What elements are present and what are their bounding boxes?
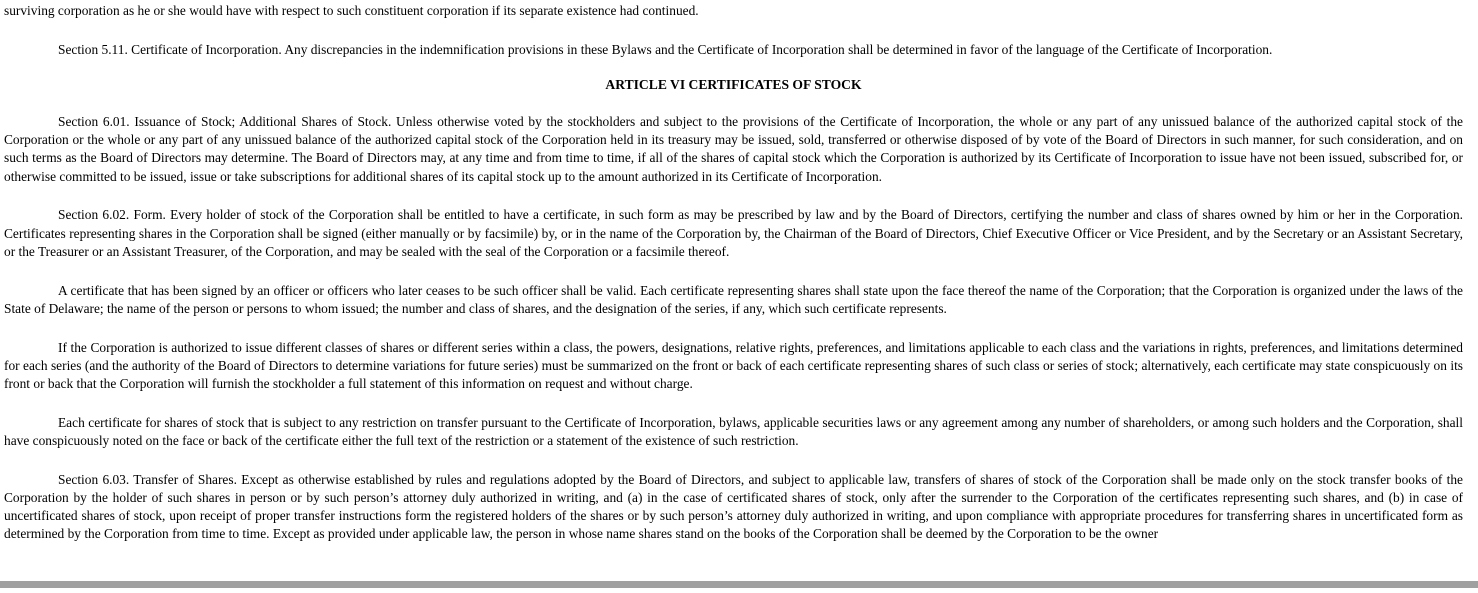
- article-heading: ARTICLE VI CERTIFICATES OF STOCK: [605, 77, 862, 92]
- paragraph-classes-of-shares: If the Corporation is authorized to issue different classes of shares or different series within a class, the powers, designations, relative rights, preferences, and limitations applicable to each class and the variations in rights, preferences, and limitations determined for each series (and the authority of the Board of Directors to determine variations for future series) must be summarized on the front or back of each certificate representing shares of such class or series of stock; alternatively, each certificate may state conspicuously on its front or back that the Corporation will furnish the stockholder a full statement of this information on request and without charge.: [4, 339, 1463, 392]
- document-body: [4, 2, 1463, 544]
- paragraph-continuation: surviving corporation as he or she would have with respect to such constituent corporation if its separate existence had continued.: [4, 3, 699, 18]
- paragraph-section-5-11: Section 5.11. Certificate of Incorporation. Any discrepancies in the indemnification provisions in these Bylaws and the Certificate of Incorporation shall be determined in favor of the language of the Certificate of Incorporation.: [58, 41, 1273, 57]
- paragraph-section-6-02: Section 6.02. Form. Every holder of stock of the Corporation shall be entitled to have a certificate, in such form as may be prescribed by law and by the Board of Directors, certifying the number and class of shares owned by him or her in the Corporation. Certificates representing shares in the Corporation shall be signed (either manually or by facsimile) by, or in the name of the Corporation by, the Chairman of the Board of Directors, Chief Executive Officer or Vice President, and by the Secretary or an Assistant Secretary, or the Treasurer or an Assistant Treasurer, of the Corporation, and may be sealed with the seal of the Corporation or a facsimile thereof.: [4, 207, 1463, 259]
- paragraph-section-6-03: Section 6.03. Transfer of Shares. Except as otherwise established by rules and regulations adopted by the Board of Directors, and subject to applicable law, transfers of shares of stock of the Corporation shall be made only on the stock transfer books of the Corporation by the holder of such shares in person or by such person’s attorney duly authorized in writing, and (a) in the case of certificated shares of stock, only after the surrender to the Corporation of the certificates representing such shares, and (b) in case of uncertificated shares of stock, upon receipt of proper transfer instructions form the registered holders of the shares or by such person’s attorney duly authorized in writing, and upon compliance with appropriate procedures for transferring shares in uncertificated form as determined by the Corporation from time to time. Except as provided under applicable law, the person in whose name shares stand on the books of the Corporation shall be deemed by the Corporation to be the owner: [4, 471, 1463, 542]
- horizontal-scrollbar[interactable]: [0, 581, 1478, 588]
- paragraph-transfer-restriction: Each certificate for shares of stock that is subject to any restriction on transfer pursuant to the Certificate of Incorporation, bylaws, applicable securities laws or any agreement among any number of shareholders, or among such holders and the Corporation, shall have conspicuously noted on the face or back of the certificate either the full text of the restriction or a statement of the existence of such restriction.: [4, 414, 1463, 449]
- paragraph-certificate-validity: A certificate that has been signed by an officer or officers who later ceases to be such officer shall be valid. Each certificate representing shares shall state upon the face thereof the name of the Corporation; that the Corporation is organized under the laws of the State of Delaware; the name of the person or persons to whom issued; the number and class of shares, and the designation of the series, if any, which such certificate represents.: [4, 282, 1463, 316]
- paragraph-section-6-01: Section 6.01. Issuance of Stock; Additional Shares of Stock. Unless otherwise voted by the stockholders and subject to the provisions of the Certificate of Incorporation, the whole or any part of any unissued balance of the authorized capital stock of the Corporation or the whole or any part of any unissued balance of the authorized capital stock of the Corporation held in its treasury may be issued, sold, transferred or otherwise disposed of by vote of the Board of Directors in such manner, for such consideration, and on such terms as the Board of Directors may determine. The Board of Directors may, at any time and from time to time, if all of the shares of capital stock which the Corporation is authorized by its Certificate of Incorporation to issue have not been issued, subscribed for, or otherwise committed to be issued, issue or take subscriptions for additional shares of its capital stock up to the amount authorized in its Certificate of Incorporation.: [4, 114, 1463, 184]
